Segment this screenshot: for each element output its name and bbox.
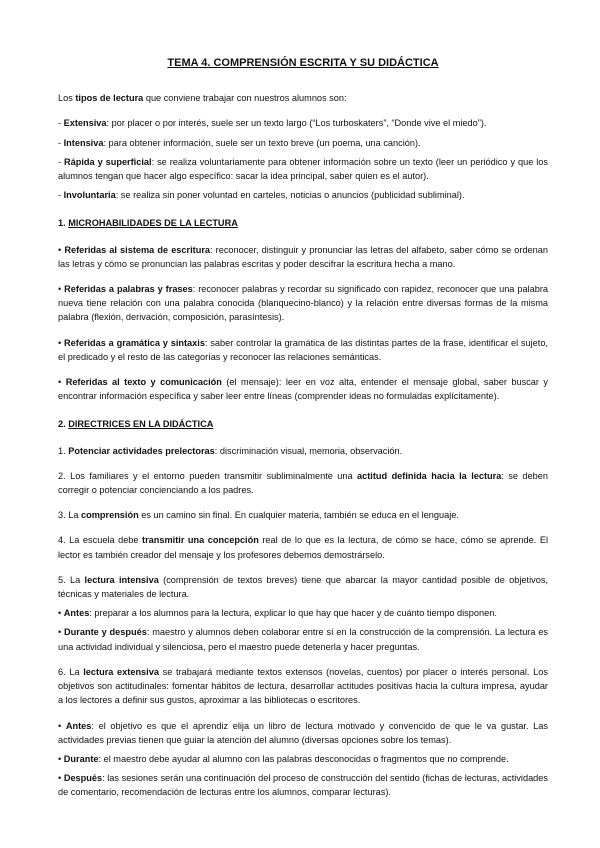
type-extensiva: - Extensiva: por placer o por interés, suele ser un texto largo (“Los turboskaters”, “Donde vive el miedo”). bbox=[58, 118, 487, 129]
microhabilidad-item: • Referidas al sistema de escritura: reconocer, distinguir y pronunciar las letras del alfabeto, saber cómo se ordenan las letras y cómo se pronuncian las palabras escritas y poder descifrar la escritura hecha a mano. bbox=[58, 244, 548, 269]
directriz-5: 5. La lectura intensiva (comprensión de textos breves) tiene que abarcar la mayor cantidad posible de objetivos, técnicas y materiales de lectura. bbox=[58, 574, 548, 600]
intro-bold: tipos de lectura bbox=[75, 93, 144, 104]
directriz-2: 2. Los familiares y el entorno pueden transmitir subliminalmente una actitud definida hacia la lectura: se deben corregir o potenciar concienciando a los padres. bbox=[58, 470, 548, 496]
document-title: TEMA 4. COMPRENSIÓN ESCRITA Y SU DIDÁCTICA bbox=[167, 57, 439, 69]
intro-text: que conviene trabajar con nuestros alumnos son: bbox=[143, 93, 347, 104]
microhabilidad-item: • Referidas a gramática y sintaxis: saber controlar la gramática de las distintas partes de la frase, identificar el sujeto, el predicado y el resto de las categorías y reconocer las relaciones semánticas. bbox=[58, 337, 548, 362]
section-1-heading: 1. MICROHABILIDADES DE LA LECTURA bbox=[58, 218, 238, 229]
directriz-4: 4. La escuela debe transmitir una concepción real de lo que es la lectura, de cómo se hace, cómo se aprende. El lector es también creador del mensaje y los profesores debemos demostrárselo. bbox=[58, 535, 549, 560]
extensiva-item: • Después: las sesiones serán una continuación del proceso de construcción del sentido (fichas de lecturas, actividades de comentario, recomendación de lecturas entre los alumnos, comparar lecturas). bbox=[58, 773, 548, 798]
type-intensiva: - Intensiva: para obtener información, suele ser un texto breve (un poema, una canción). bbox=[58, 137, 421, 148]
extensiva-item: • Antes: el objetivo es que el aprendiz elija un libro de lectura motivado y convencido de que le va gustar. Las actividades previas tienen que guiar la atención del alumno (diversas opciones sobre los temas). bbox=[58, 720, 548, 745]
intro-text: Los bbox=[58, 93, 76, 104]
type-rapida: - Rápida y superficial: se realiza voluntariamente para obtener información sobre un texto (leer un periódico y que los alumnos tengan que hacer algo específico: sacar la idea principal, saber quien es el autor). bbox=[58, 156, 548, 182]
microhabilidad-item: • Referidas al texto y comunicación (el mensaje): leer en voz alta, entender el mensaje global, saber buscar y encontrar información específica y saber leer entre líneas (comprender ideas no formuladas explícitamente). bbox=[58, 377, 548, 402]
intensiva-item: • Antes: preparar a los alumnos para la lectura, explicar lo que hay que hacer y de cuánto tiempo disponen. bbox=[58, 608, 497, 619]
section-2-heading: 2. DIRECTRICES EN LA DIDÁCTICA bbox=[58, 419, 214, 430]
intro-paragraph bbox=[58, 91, 548, 105]
intensiva-item: • Durante y después: maestro y alumnos deben colaborar entre sí en la construcción de la comprensión. La lectura es una actividad individual y silenciosa, pero el maestro puede detenerla y hacer preguntas. bbox=[58, 627, 549, 652]
directriz-1: 1. Potenciar actividades prelectoras: discriminación visual, memoria, observación. bbox=[58, 445, 403, 456]
extensiva-item: • Durante: el maestro debe ayudar al alumno con las palabras desconocidas o fragmentos que no comprende. bbox=[58, 753, 509, 764]
directriz-6: 6. La lectura extensiva se trabajará mediante textos extensos (novelas, cuentos) por placer o interés personal. Los objetivos son actitudinales: fomentar hábitos de lectura, desarrollar actitudes positivas hacia la cultura impresa, ayudar a los lectores a definir sus gustos, aproximar a las bibliotecas o escritores. bbox=[58, 666, 548, 706]
microhabilidad-item: • Referidas a palabras y frases: reconocer palabras y recordar su significado con rapidez, reconocer que una palabra nueva tiene relación con una palabra conocida (blanquecino-blanco) y la relación entre diversas formas de la misma palabra (flexión, derivación, composición, parasíntesis). bbox=[58, 284, 548, 323]
directriz-3: 3. La comprensión es un camino sin final. En cualquier materia, también se educa en el lenguaje. bbox=[58, 510, 459, 521]
type-involuntaria: - Involuntaria: se realiza sin poner voluntad en carteles, noticias o anuncios (publicidad subliminal). bbox=[58, 190, 465, 201]
